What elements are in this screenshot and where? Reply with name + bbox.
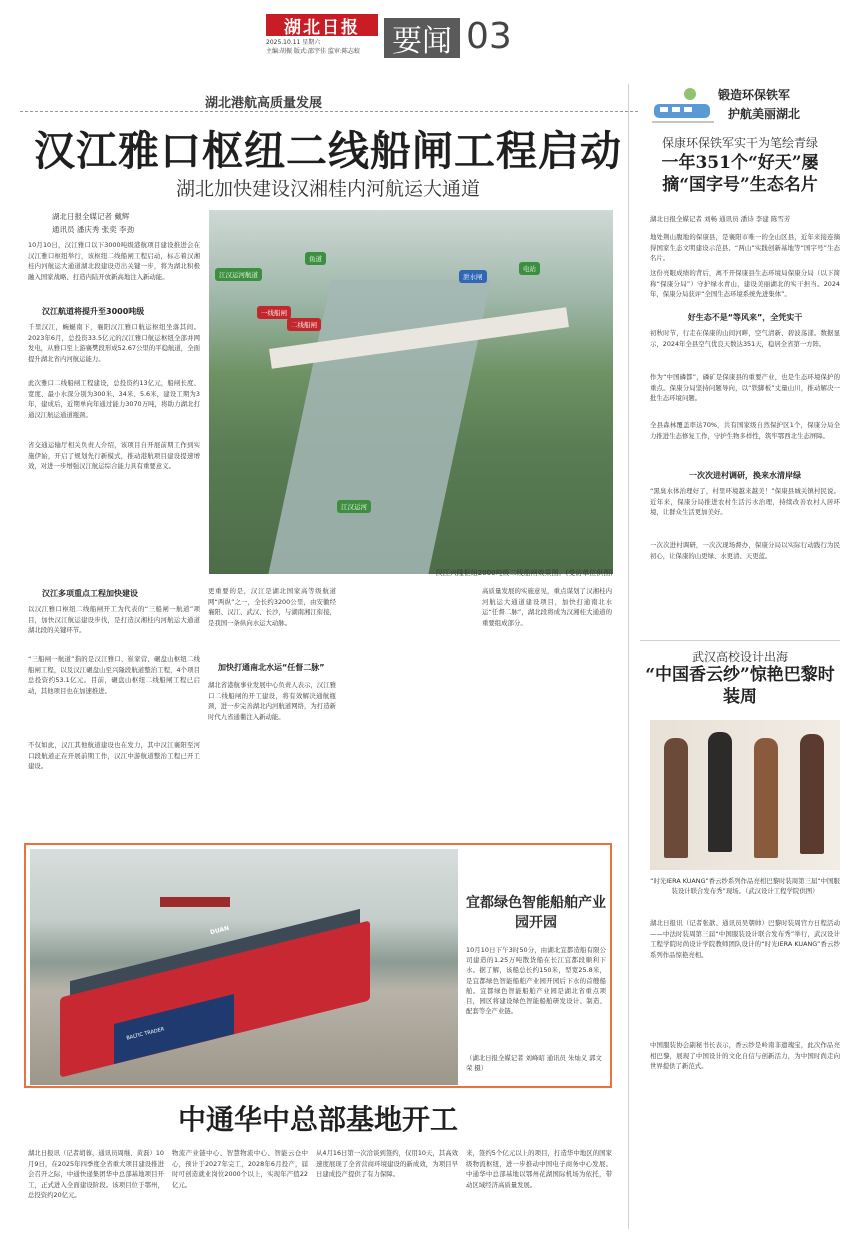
feature-text: 10月10日下午3时50分，由湖北宜都造船有限公司建造的1.25万吨散货船在长江宜都段顺利下水。据了解，该船总长约150米，型宽25.8米，是宜都绿色智能船舶产业园开园后下水的首艘船舶。宜都绿色智能船舶产业园是湖北省重点项目，园区将建设绿色智能船舶研发设计、制造、配套等全产业链。 bbox=[466, 946, 606, 1016]
bottom-col-3: 从4月16日第一次洽谈到签约，仅用10天，其高效速度展现了全省营商环境建设的新成效，为项目早日建成投产提供了有力保障。 bbox=[316, 1149, 458, 1178]
right-headline2-deck: 武汉高校设计出海 bbox=[691, 650, 788, 664]
right-subhead-2: 一次次进村调研，换来水清岸绿 bbox=[689, 471, 801, 480]
map-tag-station: 电站 bbox=[519, 262, 540, 275]
map-tag-lock1: 一线船闸 bbox=[257, 306, 291, 319]
model-figure bbox=[754, 738, 778, 858]
section-subhead-3: 加快打通南北水运“任督二脉” bbox=[218, 663, 325, 672]
right-subhead-1: 好生态不是“等风来”，全凭实干 bbox=[687, 313, 803, 322]
fashion-caption: “时光IERA KUANG”香云纱系列作品亮相巴黎时装周第三届“中国服装设计联合发布秀”现场。（武汉设计工程学院供图） bbox=[650, 877, 840, 895]
ship-name-text: BALTIC TRADER bbox=[125, 1026, 165, 1042]
right-paragraph-8: 湖北日报讯（记者张歆、通讯员吴朝帅）巴黎时装周官方日程活动——中法时装周第三届“中国服装设计联合发布秀”举行，武汉设计工程学院时尚设计学院教师团队设计的“时光IERA KUANG”香云纱系列作品惊艳亮相。 bbox=[650, 919, 840, 959]
main-headline: 汉江雅口枢纽二线船闸工程启动 bbox=[34, 127, 622, 175]
map-tag-canal-route: 江汉运河航道 bbox=[215, 268, 262, 281]
right-headline2: “中国香云纱”惊艳巴黎时装周 bbox=[645, 665, 835, 707]
right-paragraph-6: “黑臭水体治理好了，村里环境越来越美！”保康县城关镇村民说。近年来，保康分局推进农村生活污水治理，持续改善农村人居环境，让群众生活更加美好。 bbox=[650, 487, 840, 516]
feature-box bbox=[24, 843, 612, 1088]
right-paragraph-5: 全县森林覆盖率达70%，共有国家级自然保护区1个，保康分局全力推进生态修复工作，守护生物多样性，筑牢鄂西北生态屏障。 bbox=[650, 421, 840, 440]
byline-correspondents: 通讯员 潘庆秀 张奕 李劲 bbox=[52, 225, 135, 234]
body-paragraph-3: 省交通运输厅相关负责人介绍，该项目自开展前期工作到实施伊始，开启了规划先行新模式，推动港航项目建设提速增效，对进一步增强汉江航运综合能力具有重要意义。 bbox=[28, 441, 200, 470]
issue-date: 2025.10.11 星期六 bbox=[266, 39, 321, 46]
right-paragraph-4: 作为“中国磷都”，磷矿是保康县的重要产业，也是生态环境保护的重点。保康分局坚持问题导向，以“铁脚板”丈量山川，推动解决一批生态环境问题。 bbox=[650, 373, 840, 402]
rendering-caption: 汉江兴隆枢纽2000吨级二线船闸效果图。(受访单位供图) bbox=[435, 569, 613, 577]
right-paragraph-2: 这份亮眼成绩的背后，离不开保康县生态环境局保康分局（以下简称“保康分局”）守护绿水青山，建设美丽湖北的实干担当。2024年，保康分局获评“全国生态环境系统先进集体”。 bbox=[650, 269, 840, 298]
right-kicker-line2: 护航美丽湖北 bbox=[728, 107, 801, 121]
right-deck: 保康环保铁军实干为笔绘青绿 bbox=[661, 136, 818, 150]
right-paragraph-7: 一次次进村调研，一次次现场督办，保康分局以实际行动践行为民初心，让保康的山更绿、水更清、天更蓝。 bbox=[650, 541, 840, 560]
masthead bbox=[0, 0, 850, 66]
right-paragraph-1: 地处荆山腹地的保康县，是襄阳市唯一的全山区县，近年来接连摘得国家生态文明建设示范县、“两山”实践创新基地等“国字号”生态名片。 bbox=[650, 233, 840, 262]
ship-brand-text: DUAN bbox=[209, 924, 230, 937]
body-paragraph-2: 此次雅口二线船闸工程建设，总投资约13亿元，船闸长度、宽度、最小水深分别为300米、34米、5.6米，建设工期为3年，建成后，近期单向年通过能力3070万吨，将助力湖北打通汉江航运通道瓶颈。 bbox=[28, 379, 200, 419]
feature-credit: （湖北日报全媒记者 刘峰昭 通讯员 朱灿义 郭文荣 摄） bbox=[466, 1054, 602, 1073]
column-rule bbox=[628, 84, 629, 1229]
section-subhead-2: 汉江多项重点工程加快建设 bbox=[42, 589, 138, 598]
secondary-headline: 中通华中总部基地开工 bbox=[177, 1103, 458, 1136]
right-headline: 一年351个“好天”屡摘“国字号”生态名片 bbox=[661, 153, 819, 195]
model-figure bbox=[800, 734, 824, 854]
distant-ship bbox=[160, 897, 230, 907]
fashion-show-photo bbox=[650, 720, 840, 870]
right-paragraph-3: 初秋时节，行走在保康的山间河畔，空气清新、碧波荡漾。数据显示，2024年全县空气优良天数达351天，稳居全省第一方阵。 bbox=[650, 329, 840, 348]
section-name: 要闻 bbox=[384, 18, 460, 58]
right-divider bbox=[640, 640, 840, 641]
body-paragraph-1: 千里汉江，蜿蜒南下，襄阳汉江雅口航运枢纽坐落其间。2023年6月，总投资33.5亿元的汉江雅口航运枢纽全部并网发电，从雅口至上游襄樊段形成52.67公里的平稳航道，全面提升湖北省内河航运能力。 bbox=[28, 323, 200, 363]
bottom-col-2: 物流产业链中心、智慧物流中心、智能云仓中心，预计于2027年完工，2028年6月投产，届时可创造就业岗位2000个以上，实现年产值22亿元。 bbox=[172, 1149, 308, 1189]
body-paragraph-5: “三船闸一航道”指的是汉江雅口、崔家营、碾盘山枢纽二线船闸工程，以及汉江碾盘山至兴隆段航道整治工程，4个项目总投资约53.1亿元。目前，碾盘山枢纽二线船闸工程已启动，其他项目也在加速推进。 bbox=[28, 655, 200, 695]
newspaper-logo: 湖北日报 bbox=[266, 14, 378, 36]
issue-editors: 主编:胡振 版式:邵宇佳 监审:陈志蛟 bbox=[266, 48, 360, 55]
column-kicker: 湖北港航高质量发展 bbox=[205, 96, 323, 111]
bottom-col-4: 来，签约5个亿元以上的项目，打造华中地区的国家级物流枢纽，进一步推动中国电子商务中心发展。中通华中总部基地以鄂州花湖国际机场为依托，带动区域经济高质量发展。 bbox=[466, 1149, 612, 1189]
map-tag-lock2: 二线船闸 bbox=[287, 318, 321, 331]
issue-meta bbox=[266, 38, 360, 56]
right-paragraph-9: 中国服装协会副秘书长表示，香云纱是岭南非遗瑰宝，此次作品亮相巴黎，展现了中国设计的文化自信与创新活力，为中国时尚走向世界提供了新范式。 bbox=[650, 1041, 840, 1070]
body-paragraph-8: 湖北省港航事业发展中心负责人表示，汉江雅口二线船闸的开工建设，将有效解决通航瓶颈，进一步完善湖北内河航道网络，为打造新时代九省通衢注入新动能。 bbox=[208, 681, 336, 721]
byline-reporter: 湖北日报全媒记者 戴辉 bbox=[52, 212, 130, 221]
intro-paragraph: 10月10日，汉江雅口以下3000吨级港航项目建设推进会在汉江雅口枢纽举行，该枢纽二线船闸工程启动，标志着汉湘桂内河航运大通道湖北段建设迈出关键一步，将为湖北积极融入国家战略、打造内陆开放新高地注入新动能。 bbox=[28, 241, 200, 281]
model-figure bbox=[708, 732, 732, 852]
body-paragraph-9: 高质量发展的实施意见，重点谋划了汉湘桂内河航运大通道建设项目，加快打通南北水运“任督二脉”，湖北段将成为汉湘桂大通道的重要组成部分。 bbox=[482, 587, 612, 627]
right-kicker-line1: 锻造环保铁军 bbox=[718, 88, 791, 102]
feature-title: 宜都绿色智能船舶产业园开园 bbox=[466, 895, 606, 931]
map-tag-canal: 江汉运河 bbox=[337, 500, 371, 513]
model-figure bbox=[664, 738, 688, 858]
body-paragraph-6: 不仅如此，汉江其他航道建设也在发力，其中汉江襄阳至河口段航道正在开展前期工作，汉江中游航道整治工程已开工建设。 bbox=[28, 741, 200, 770]
section-subhead-1: 汉江航道将提升至3000吨级 bbox=[42, 307, 145, 316]
body-paragraph-7: 更重要的是，汉江是湖北国家高等级航道网“两纵”之一，全长约3200公里，由安徽经襄阳、汉江、武汉、长沙，与湖南湘江衔接，是我国一条纵向水运大动脉。 bbox=[208, 587, 336, 627]
body-paragraph-4: 以汉江雅口枢纽二线船闸开工为代表的“三船闸一航道”项目，加快汉江航运建设步伐，是打造汉湘桂内河航运大通道湖北段的关键环节。 bbox=[28, 605, 200, 634]
main-byline bbox=[52, 210, 134, 236]
page-number: 03 bbox=[466, 16, 512, 57]
kicker-divider bbox=[20, 111, 638, 112]
map-tag-sluice: 泄水闸 bbox=[459, 270, 487, 283]
right-byline: 湖北日报全媒记者 刘畅 通讯员 潘诗 李建 陈雪芳 bbox=[650, 215, 791, 223]
main-subheadline: 湖北加快建设汉湘桂内河航运大通道 bbox=[175, 178, 480, 200]
lock-rendering-photo bbox=[209, 210, 613, 574]
bottom-col-1: 湖北日报讯（记者胡蓉、通讯员周继、黄磊）10月9日，在2025年四季度全省重大项目建设推进会召开之际，中通快递集团华中总部基地项目开工，正式进入全面建设阶段。该项目位于鄂州，总投资约20亿元。 bbox=[28, 1149, 164, 1199]
map-tag-fishway: 鱼道 bbox=[305, 252, 326, 265]
ship-launch-photo bbox=[30, 849, 458, 1085]
